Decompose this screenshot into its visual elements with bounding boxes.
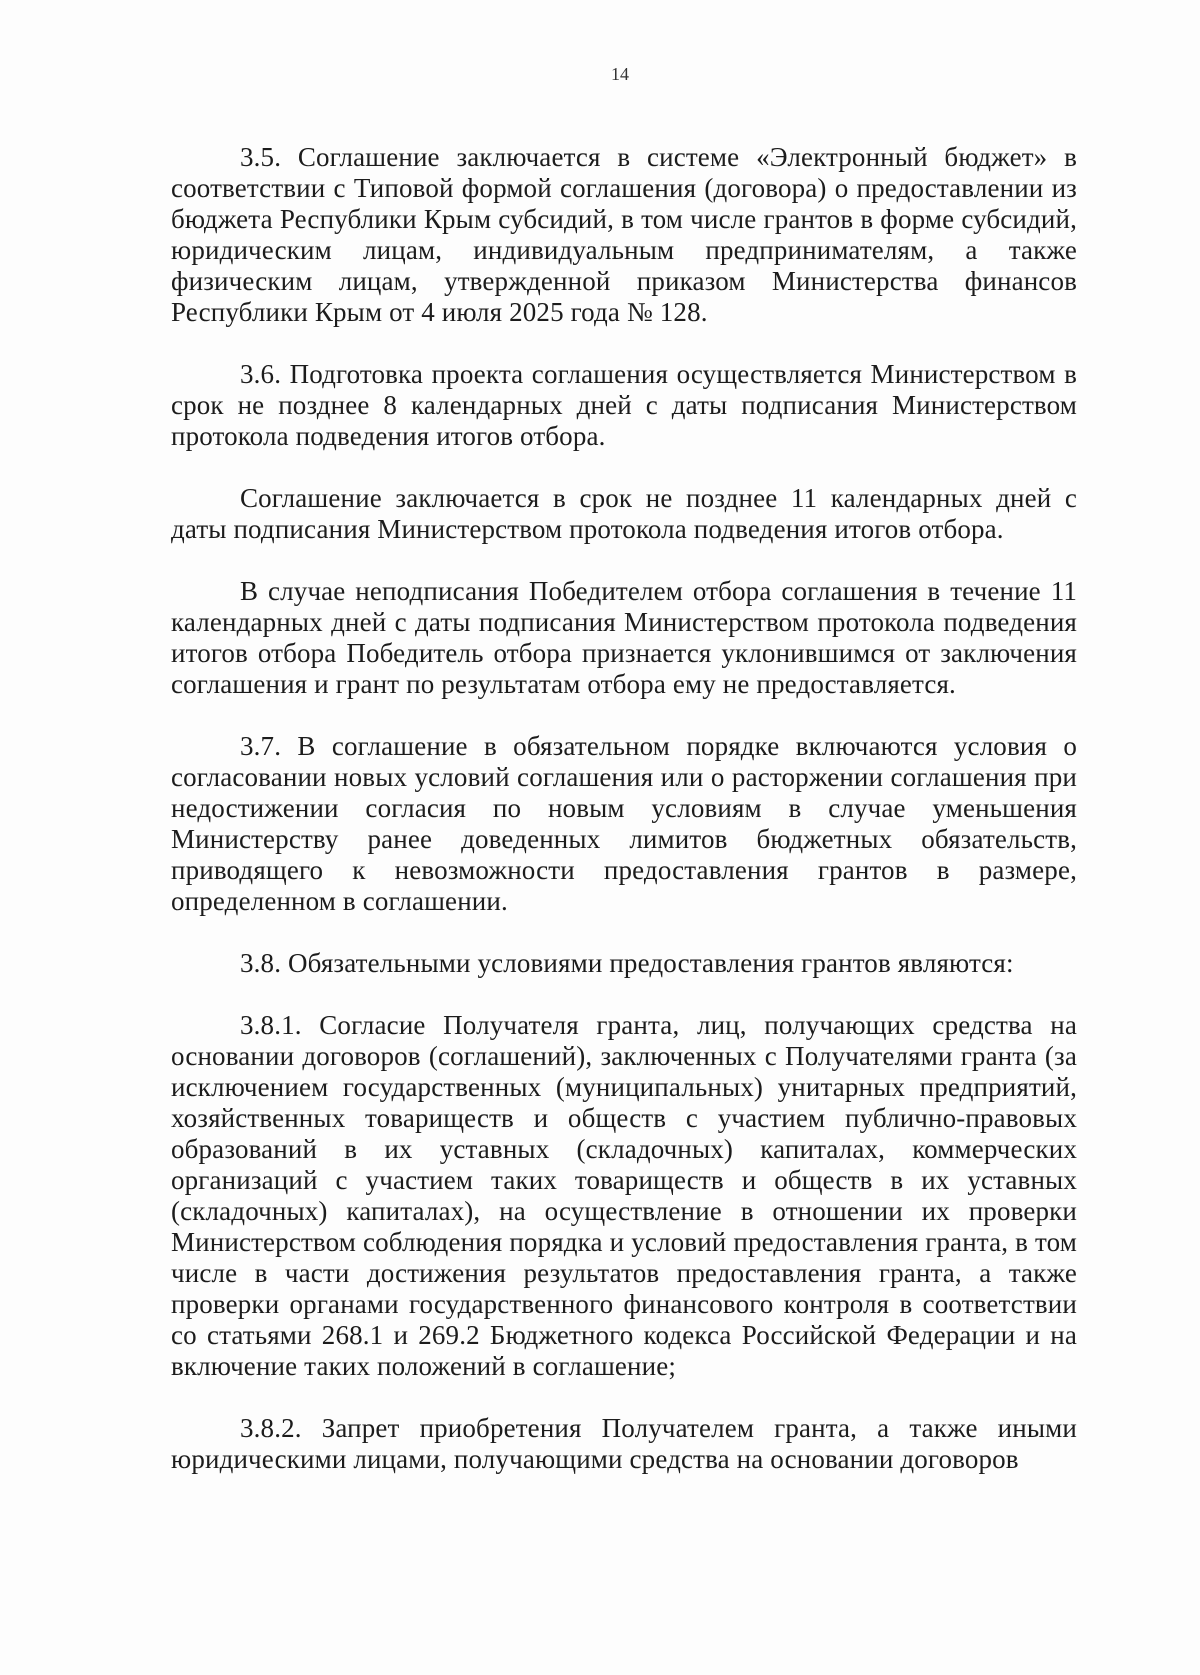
page-number: 14 [611, 64, 629, 84]
paragraph-3-7: 3.7. В соглашение в обязательном порядке включаются условия о согласовании новых условий соглашения или о расторжении соглашения при недостижении согласия по новым условиям в случае уменьшения Министерству ранее доведенных лимитов бюджетных обязательств, приводящего к невозможности предоставления грантов в размере, определенном в соглашении. [171, 731, 1077, 916]
document-body [171, 142, 1077, 1475]
paragraph-3-8-2: 3.8.2. Запрет приобретения Получателем гранта, а также иными юридическими лицами, получающими средства на основании договоров [171, 1413, 1077, 1474]
paragraph-3-8-1: 3.8.1. Согласие Получателя гранта, лиц, получающих средства на основании договоров (соглашений), заключенных с Получателями гранта (за исключением государственных (муниципальных) унитарных предприятий, хозяйственных товариществ и обществ с участием публично-правовых образований в их уставных (складочных) капиталах, коммерческих организаций с участием таких товариществ и обществ в их уставных (складочных) капиталах), на осуществление в отношении их проверки Министерством соблюдения порядка и условий предоставления гранта, в том числе в части достижения результатов предоставления гранта, а также проверки органами государственного финансового контроля в соответствии со статьями 268.1 и 269.2 Бюджетного кодекса Российской Федерации и на включение таких положений в соглашение; [171, 1010, 1077, 1381]
paragraph-agreement-deadline: Соглашение заключается в срок не позднее 11 календарных дней с даты подписания Министерством протокола подведения итогов отбора. [171, 483, 1077, 544]
paragraph-3-6: 3.6. Подготовка проекта соглашения осуществляется Министерством в срок не позднее 8 календарных дней с даты подписания Министерством протокола подведения итогов отбора. [171, 359, 1077, 451]
paragraph-3-5: 3.5. Соглашение заключается в системе «Электронный бюджет» в соответствии с Типовой формой соглашения (договора) о предоставлении из бюджета Республики Крым субсидий, в том числе грантов в форме субсидий, юридическим лицам, индивидуальным предпринимателям, а также физическим лицам, утвержденной приказом Министерства финансов Республики Крым от 4 июля 2025 года № 128. [171, 142, 1077, 327]
paragraph-non-signing: В случае неподписания Победителем отбора соглашения в течение 11 календарных дней с даты подписания Министерством протокола подведения итогов отбора Победитель отбора признается уклонившимся от заключения соглашения и грант по результатам отбора ему не предоставляется. [171, 576, 1077, 699]
paragraph-3-8: 3.8. Обязательными условиями предоставления грантов являются: [240, 948, 1014, 978]
